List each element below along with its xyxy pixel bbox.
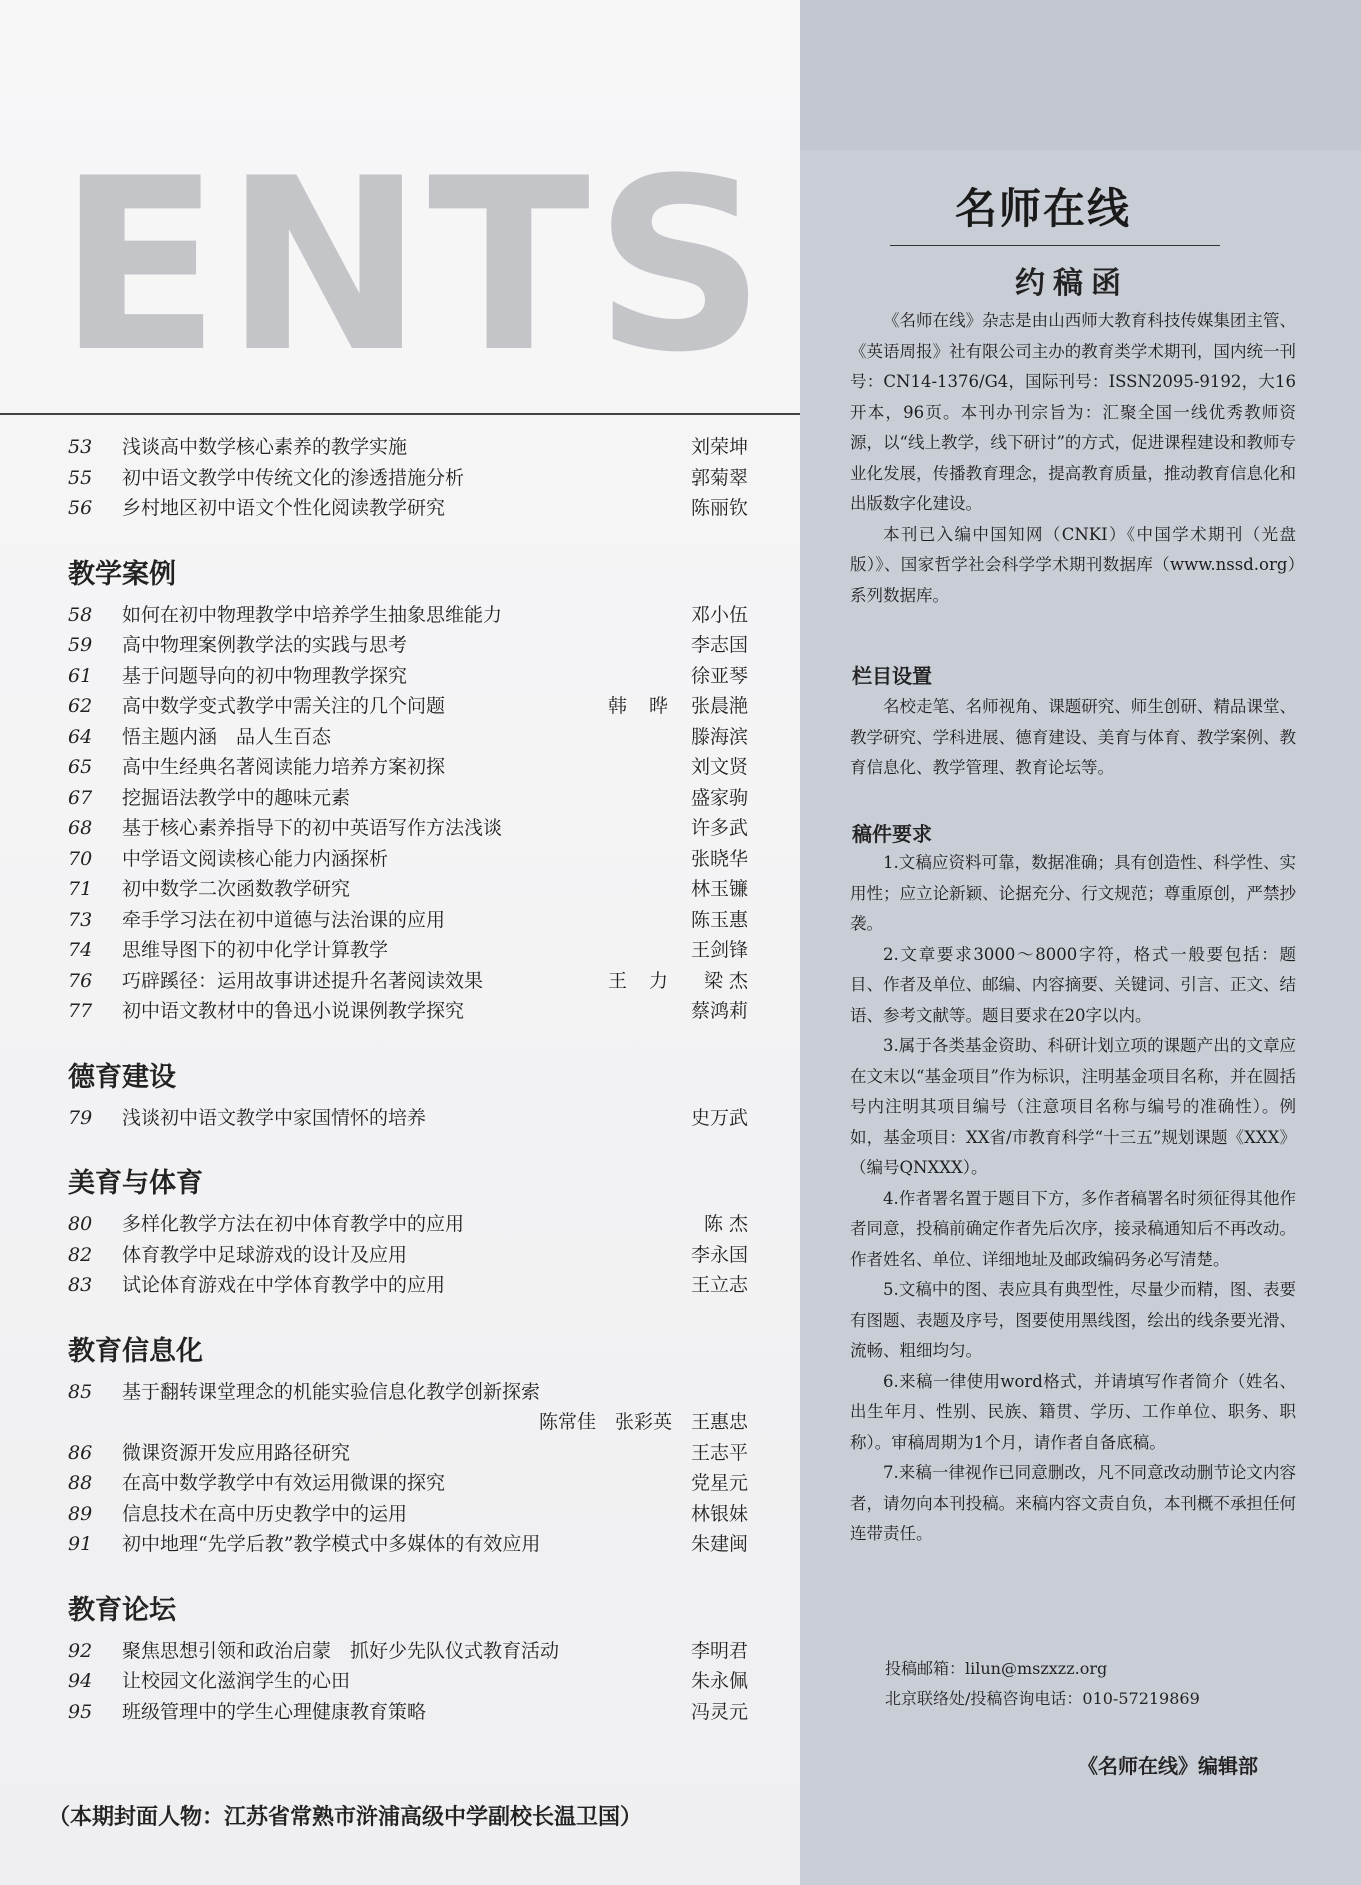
page-number: 62 xyxy=(68,695,93,717)
title-rule xyxy=(890,245,1220,246)
article-coauthor: 韩 晔 xyxy=(608,695,677,717)
toc-entry[interactable] xyxy=(68,935,748,966)
page-number: 64 xyxy=(68,725,93,748)
article-author: 林玉镰 xyxy=(690,878,748,900)
contact-phone: 北京联络处/投稿咨询电话：010-57219869 xyxy=(885,1689,1200,1708)
article-title: 在高中数学教学中有效运用微课的探究 xyxy=(122,1472,446,1494)
page-number: 86 xyxy=(68,1441,93,1464)
columns-text-block xyxy=(850,692,1296,784)
requirement-item: 2.文章要求3000～8000字符，格式一般要包括：题目、作者及单位、邮编、内容摘要、关键词、引言、正文、结语、参考文献等。题目要求在20字以内。 xyxy=(850,944,1296,1025)
article-author: 郭菊翠 xyxy=(690,466,748,489)
toc-entry[interactable] xyxy=(68,752,748,783)
article-title: 班级管理中的学生心理健康教育策略 xyxy=(122,1700,427,1723)
contents-wordmark: ENTS xyxy=(58,128,770,405)
article-author: 朱建闽 xyxy=(690,1533,748,1555)
page-number: 92 xyxy=(68,1639,93,1662)
columns-text: 名校走笔、名师视角、课题研究、师生创研、精品课堂、教学研究、学科进展、德育建设、美育与体育、教学案例、教育信息化、教学管理、教育论坛等。 xyxy=(850,697,1296,777)
article-title: 基于问题导向的初中物理教学探究 xyxy=(122,664,408,687)
page-number: 95 xyxy=(68,1700,93,1723)
toc-entry[interactable] xyxy=(68,1468,748,1499)
toc-entry[interactable] xyxy=(68,1240,748,1271)
article-author: 张晨滟 xyxy=(690,695,748,717)
toc-entry[interactable] xyxy=(68,813,748,844)
page-number: 61 xyxy=(68,664,93,687)
article-title: 让校园文化滋润学生的心田 xyxy=(122,1670,351,1692)
columns-heading: 栏目设置 xyxy=(852,664,932,688)
article-title: 高中物理案例教学法的实践与思考 xyxy=(122,634,408,656)
article-author: 盛家驹 xyxy=(690,786,748,809)
page-number: 53 xyxy=(68,436,93,458)
toc-entry[interactable] xyxy=(68,1103,748,1134)
page-number: 91 xyxy=(68,1533,93,1555)
article-title: 初中语文教学中传统文化的渗透措施分析 xyxy=(122,466,465,489)
intro-text xyxy=(850,306,1296,611)
article-author: 张晓华 xyxy=(690,847,748,870)
article-title: 试论体育游戏在中学体育教学中的应用 xyxy=(122,1274,446,1296)
toc-entry[interactable] xyxy=(68,1499,748,1530)
article-title: 微课资源开发应用路径研究 xyxy=(122,1441,351,1464)
article-author: 李永国 xyxy=(690,1243,748,1266)
toc-entry[interactable] xyxy=(68,1636,748,1667)
toc-entry-authors xyxy=(68,1407,748,1438)
article-author: 蔡鸿莉 xyxy=(690,1000,748,1022)
page-number: 70 xyxy=(68,847,93,870)
article-author: 许多武 xyxy=(690,817,748,839)
page-number: 88 xyxy=(68,1472,93,1494)
toc-entry[interactable] xyxy=(68,1529,748,1560)
article-title: 牵手学习法在初中道德与法治课的应用 xyxy=(122,908,446,931)
toc-entry[interactable] xyxy=(68,493,748,524)
toc-entry[interactable] xyxy=(68,844,748,875)
toc-entry[interactable] xyxy=(68,463,748,494)
article-title: 初中语文教材中的鲁迅小说课例教学探究 xyxy=(122,1000,465,1022)
article-title: 浅谈高中数学核心素养的教学实施 xyxy=(122,436,408,458)
page-number: 56 xyxy=(68,497,93,519)
article-author: 邓小伍 xyxy=(690,603,748,626)
requirements-list xyxy=(850,848,1296,1550)
page-number: 85 xyxy=(68,1380,93,1403)
editorial-signature: 《名师在线》编辑部 xyxy=(1078,1754,1258,1778)
page-number: 89 xyxy=(68,1502,93,1525)
article-title: 体育教学中足球游戏的设计及应用 xyxy=(122,1243,408,1266)
requirement-item: 5.文稿中的图、表应具有典型性，尽量少而精，图、表要有图题、表题及序号，图要使用黑线图，绘出的线条要光滑、流畅、粗细均匀。 xyxy=(850,1280,1296,1360)
section-heading: 教育论坛 xyxy=(68,1594,176,1626)
page-number: 74 xyxy=(68,939,93,961)
section-heading: 美育与体育 xyxy=(68,1168,203,1199)
page-number: 65 xyxy=(68,756,93,778)
article-author: 刘荣坤 xyxy=(690,436,748,458)
cover-note: （本期封面人物：江苏省常熟市浒浦高级中学副校长温卫国） xyxy=(48,1805,643,1830)
toc-entry[interactable] xyxy=(68,1697,748,1728)
page-number: 71 xyxy=(68,878,93,900)
article-author: 林银妹 xyxy=(690,1502,748,1525)
article-author: 冯灵元 xyxy=(690,1700,748,1723)
toc-entry[interactable] xyxy=(68,600,748,631)
toc-entry[interactable] xyxy=(68,996,748,1027)
article-author: 陈 杰 xyxy=(703,1213,748,1235)
article-author: 李志国 xyxy=(690,634,748,656)
divider xyxy=(0,413,800,415)
page-number: 59 xyxy=(68,634,93,656)
article-title: 初中数学二次函数教学研究 xyxy=(122,878,351,900)
article-title: 巧辟蹊径：运用故事讲述提升名著阅读效果 xyxy=(122,969,484,992)
page-number: 80 xyxy=(68,1213,93,1235)
article-title: 初中地理“先学后教”教学模式中多媒体的有效应用 xyxy=(122,1533,541,1555)
toc-entry[interactable] xyxy=(68,1438,748,1469)
intro-paragraph: 本刊已入编中国知网（CNKI）《中国学术期刊（光盘版）》、国家哲学社会科学学术期刊数据库（www.nssd.org）系列数据库。 xyxy=(850,524,1296,605)
section-heading: 教学案例 xyxy=(68,558,176,590)
toc-entry[interactable] xyxy=(68,630,748,661)
top-band xyxy=(800,0,1361,150)
toc-entry[interactable] xyxy=(68,1666,748,1697)
article-title: 基于翻转课堂理念的机能实验信息化教学创新探索 xyxy=(122,1380,541,1403)
toc-entry[interactable] xyxy=(68,874,748,905)
toc-entry[interactable] xyxy=(68,432,748,463)
toc-entry[interactable] xyxy=(68,691,748,722)
article-author: 滕海滨 xyxy=(690,725,748,748)
article-title: 高中生经典名著阅读能力培养方案初探 xyxy=(122,756,446,778)
page-number: 76 xyxy=(68,969,93,992)
article-title: 基于核心素养指导下的初中英语写作方法浅谈 xyxy=(122,817,503,839)
page-number: 94 xyxy=(68,1670,93,1692)
section-heading: 德育建设 xyxy=(68,1061,176,1093)
article-title: 悟主题内涵 品人生百态 xyxy=(122,725,332,748)
article-author: 陈玉惠 xyxy=(690,908,748,931)
page-number: 82 xyxy=(68,1243,93,1266)
article-title: 如何在初中物理教学中培养学生抽象思维能力 xyxy=(122,603,503,626)
requirements-heading: 稿件要求 xyxy=(852,822,932,846)
article-author: 陈丽钦 xyxy=(690,497,748,519)
toc-entry[interactable] xyxy=(68,966,748,997)
toc-entry[interactable] xyxy=(68,905,748,936)
article-author: 徐亚琴 xyxy=(690,664,748,687)
article-title: 聚焦思想引领和政治启蒙 抓好少先队仪式教育活动 xyxy=(122,1639,560,1662)
article-author: 朱永佩 xyxy=(690,1670,748,1692)
toc-entry[interactable] xyxy=(68,1270,748,1301)
page-number: 58 xyxy=(68,603,93,626)
requirement-item: 6.来稿一律使用word格式，并请填写作者简介（姓名、出生年月、性别、民族、籍贯、学历、工作单位、职务、职称）。审稿周期为1个月，请作者自备底稿。 xyxy=(850,1371,1296,1452)
section-heading: 教育信息化 xyxy=(68,1335,203,1367)
page-number: 68 xyxy=(68,817,93,839)
article-author: 王立志 xyxy=(690,1274,748,1296)
requirement-item: 1.文稿应资料可靠，数据准确；具有创造性、科学性、实用性；应立论新颖、论据充分、行文规范；尊重原创，严禁抄袭。 xyxy=(850,853,1296,933)
page-number: 73 xyxy=(68,908,93,931)
toc-entry[interactable] xyxy=(68,661,748,692)
article-author: 陈常佳 张彩英 王惠忠 xyxy=(538,1411,748,1433)
article-title: 中学语文阅读核心能力内涵探析 xyxy=(122,847,389,870)
article-author: 刘文贤 xyxy=(690,756,748,778)
article-author: 史万武 xyxy=(690,1106,748,1129)
page-number: 77 xyxy=(68,1000,93,1022)
article-title: 高中数学变式教学中需关注的几个问题 xyxy=(122,695,446,717)
article-author: 王志平 xyxy=(690,1441,748,1464)
article-title: 挖掘语法教学中的趣味元素 xyxy=(122,786,351,809)
magazine-title: 名师在线 xyxy=(955,184,1132,233)
page-number: 67 xyxy=(68,786,93,809)
article-author: 梁 杰 xyxy=(703,969,748,992)
toc-entry[interactable] xyxy=(68,722,748,753)
requirement-item: 3.属于各类基金资助、科研计划立项的课题产出的文章应在文末以“基金项目”作为标识，注明基金项目名称，并在圆括号内注明其项目编号（注意项目名称与编号的准确性）。例如，基金项目：XX省/市教育科学“十三五”规划课题《XXX》（编号QNXXX）。 xyxy=(850,1036,1296,1177)
article-author: 党星元 xyxy=(690,1472,748,1494)
toc-entry[interactable] xyxy=(68,783,748,814)
article-title: 乡村地区初中语文个性化阅读教学研究 xyxy=(122,497,446,519)
article-coauthor: 王 力 xyxy=(608,969,677,992)
article-title: 多样化教学方法在初中体育教学中的应用 xyxy=(122,1213,465,1235)
page-number: 79 xyxy=(68,1106,93,1129)
submission-email: 投稿邮箱：lilun@mszxzz.org xyxy=(885,1659,1108,1678)
page-number: 55 xyxy=(68,466,93,489)
article-title: 信息技术在高中历史教学中的运用 xyxy=(122,1502,408,1525)
intro-paragraph: 《名师在线》杂志是由山西师大教育科技传媒集团主管、《英语周报》社有限公司主办的教育类学术期刊，国内统一刊号：CN14-1376/G4，国际刊号：ISSN2095-9192，大16开本，96页。本刊办刊宗旨为：汇聚全国一线优秀教师资源，以“线上教学，线下研讨”的方式，促进课程建设和教师专业化发展，传播教育理念，提高教育质量，推动教育信息化和出版数字化建设。 xyxy=(850,311,1296,513)
toc-entry[interactable] xyxy=(68,1377,748,1408)
page-number: 83 xyxy=(68,1274,93,1296)
article-title: 浅谈初中语文教学中家国情怀的培养 xyxy=(122,1106,427,1129)
call-title: 约稿函 xyxy=(1015,266,1129,301)
article-author: 王剑锋 xyxy=(690,939,748,961)
table-of-contents xyxy=(68,432,748,1727)
article-author: 李明君 xyxy=(690,1639,748,1662)
requirement-item: 4.作者署名置于题目下方，多作者稿署名时须征得其他作者同意，投稿前确定作者先后次序，接录稿通知后不再改动。作者姓名、单位、详细地址及邮政编码务必写清楚。 xyxy=(850,1188,1296,1269)
requirement-item: 7.来稿一律视作已同意删改，凡不同意改动删节论文内容者，请勿向本刊投稿。来稿内容文责自负，本刊概不承担任何连带责任。 xyxy=(850,1463,1296,1543)
toc-entry[interactable] xyxy=(68,1209,748,1240)
article-title: 思维导图下的初中化学计算教学 xyxy=(122,939,389,961)
